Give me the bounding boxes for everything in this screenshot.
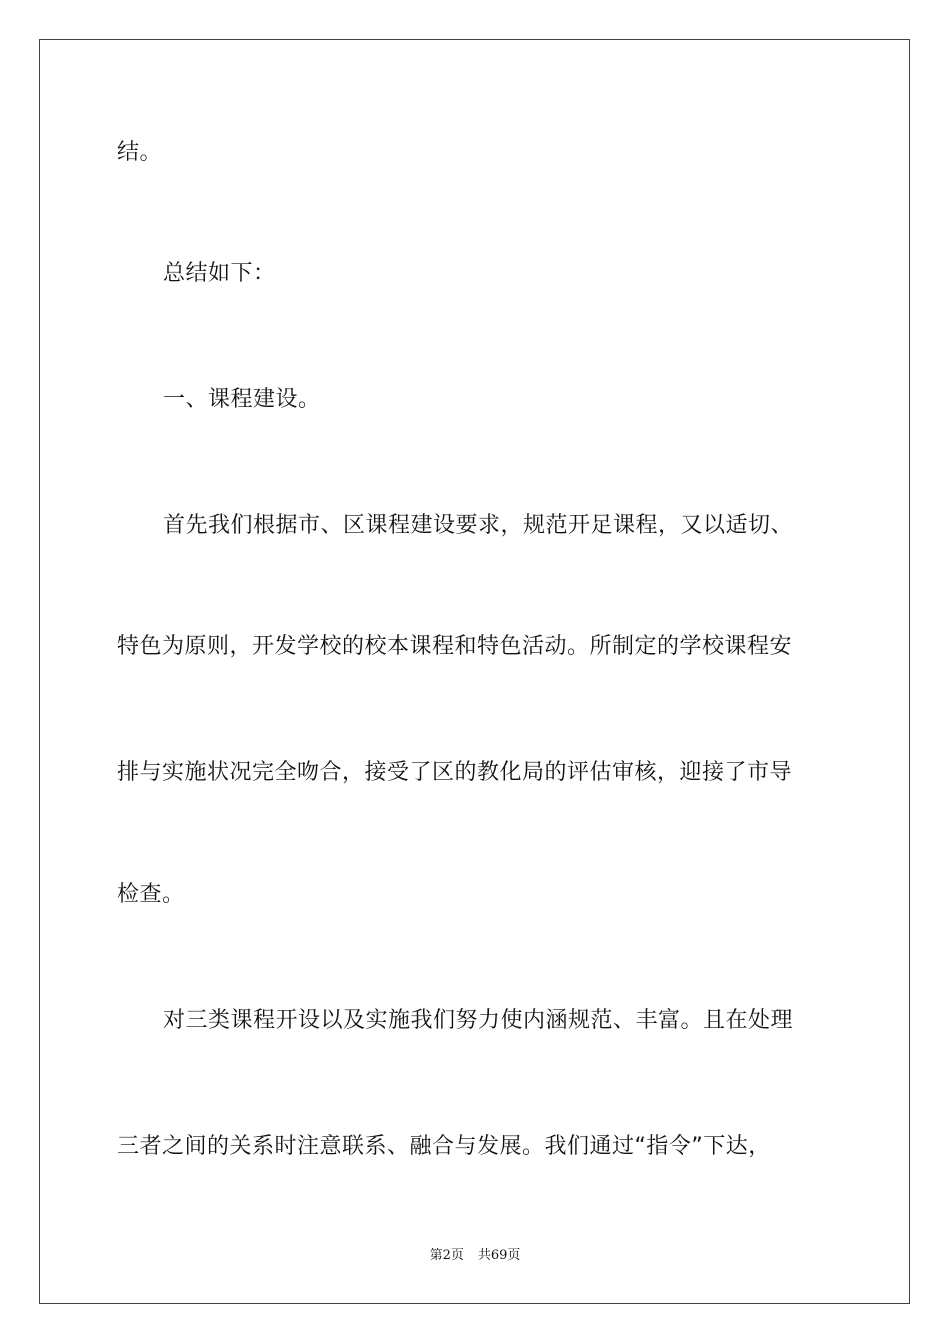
text-line: 首先我们根据市、区课程建设要求，规范开足课程，又以适切、 [163, 513, 794, 538]
section-heading: 一、课程建设。 [163, 387, 321, 412]
text-line: 检查。 [117, 882, 185, 907]
text-line: 结。 [117, 140, 163, 165]
text-line: 三者之间的关系时注意联系、融合与发展。我们通过“指令”下达， [117, 1134, 771, 1159]
text-line: 总结如下： [163, 261, 276, 286]
page-number: 第2页 [429, 1248, 464, 1263]
page-footer [0, 1247, 950, 1265]
text-line: 特色为原则，开发学校的校本课程和特色活动。所制定的学校课程安 [117, 634, 793, 659]
text-line: 排与实施状况完全吻合，接受了区的教化局的评估审核，迎接了市导 [117, 760, 793, 785]
text-line: 对三类课程开设以及实施我们努力使内涵规范、丰富。且在处理 [163, 1008, 794, 1033]
page-total: 共69页 [477, 1248, 521, 1263]
page-frame [39, 39, 910, 1304]
